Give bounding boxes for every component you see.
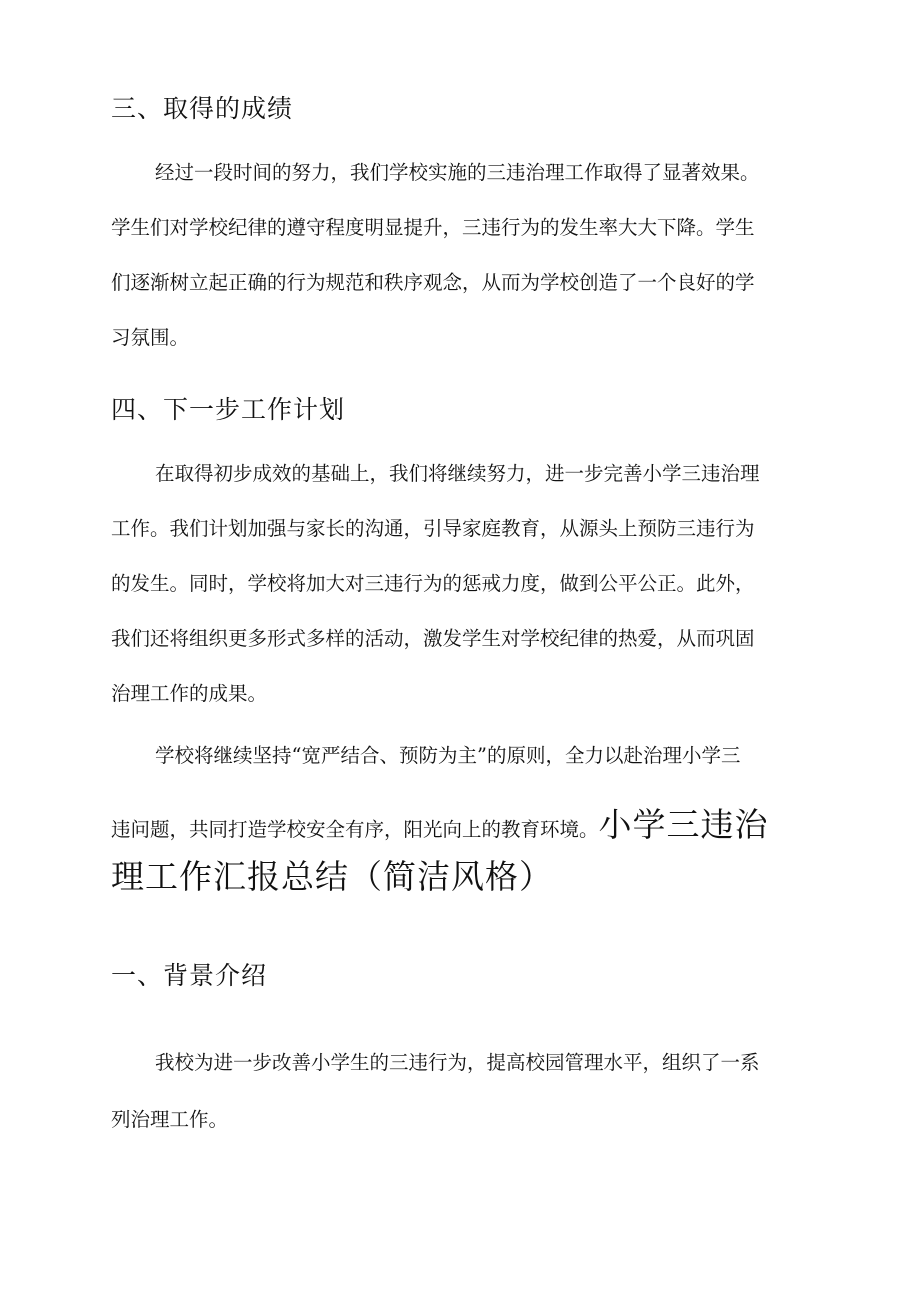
paragraph-line: 们逐渐树立起正确的行为规范和秩序观念，从而为学校创造了一个良好的学 [111, 271, 755, 294]
paragraph-line: 我校为进一步改善小学生的三违行为，提高校园管理水平，组织了一系 [155, 1051, 760, 1074]
paragraph-line: 工作。我们计划加强与家长的沟通，引导家庭教育，从源头上预防三违行为 [111, 517, 755, 540]
paragraph-line: 经过一段时间的努力，我们学校实施的三违治理工作取得了显著效果。 [155, 161, 760, 184]
paragraph-line [111, 805, 769, 845]
section-heading-achievements: 三、取得的成绩 [111, 94, 294, 123]
section-heading-background: 一、背景介绍 [111, 961, 268, 990]
paragraph-line: 学生们对学校纪律的遵守程度明显提升，三违行为的发生率大大下降。学生 [111, 216, 755, 239]
document-title-part1: 小学三违治 [598, 805, 769, 844]
paragraph-line: 在取得初步成效的基础上，我们将继续努力，进一步完善小学三违治理 [155, 462, 760, 485]
paragraph-line: 列治理工作。 [111, 1108, 229, 1131]
paragraph-line: 治理工作的成果。 [111, 682, 268, 705]
section-heading-next-plan: 四、下一步工作计划 [111, 395, 346, 424]
paragraph-line-text: 违问题，共同打造学校安全有序，阳光向上的教育环境。 [111, 818, 599, 841]
document-title-part2: 理工作汇报总结（简洁风格） [111, 857, 553, 896]
paragraph-line: 我们还将组织更多形式多样的活动，激发学生对学校纪律的热爱，从而巩固 [111, 627, 755, 650]
paragraph-line: 的发生。同时，学校将加大对三违行为的惩戒力度，做到公平公正。此外， [111, 572, 755, 595]
paragraph-line: 习氛围。 [111, 326, 190, 349]
paragraph-line: 学校将继续坚持“宽严结合、预防为主”的原则，全力以赴治理小学三 [155, 744, 741, 767]
